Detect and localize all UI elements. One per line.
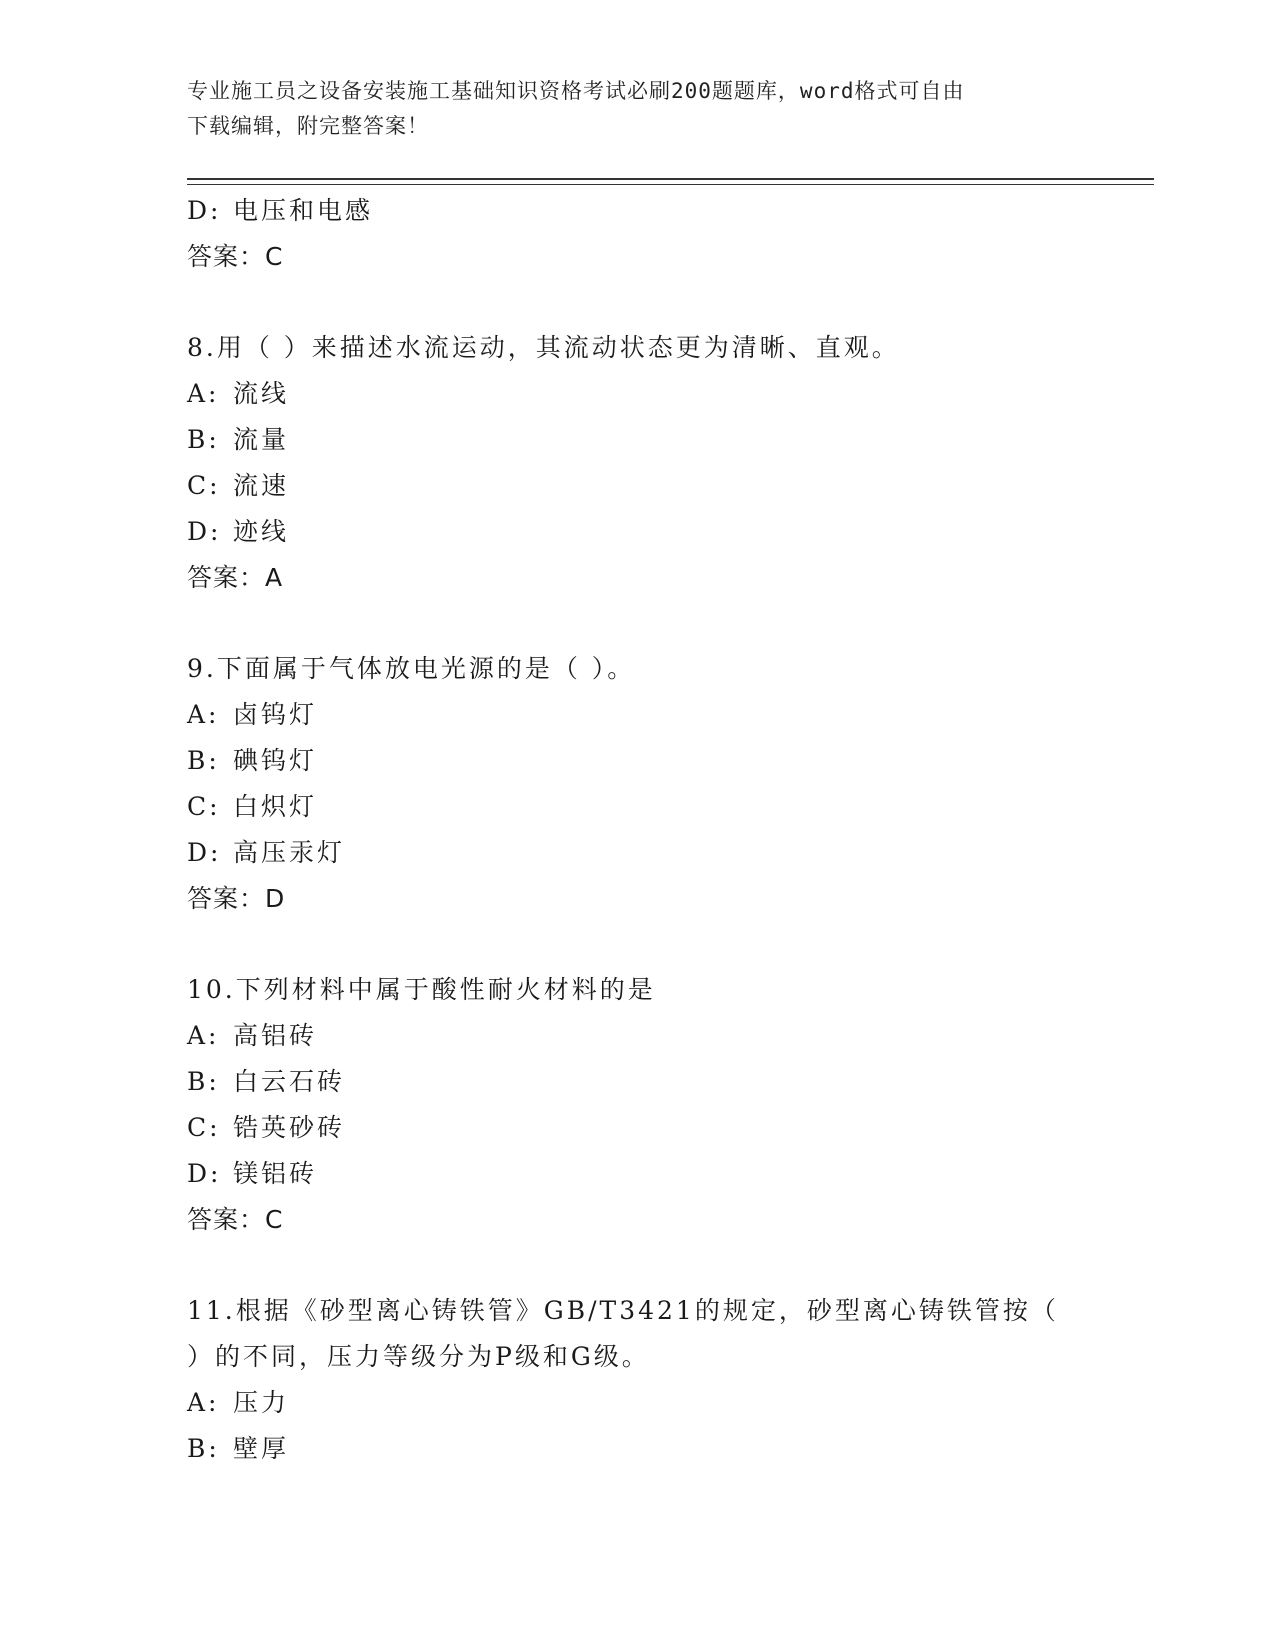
answer-line: 答案：D	[187, 884, 286, 913]
option-d	[187, 1151, 1087, 1197]
spacer	[187, 922, 1087, 967]
option-label: A:	[187, 1388, 220, 1417]
option-a	[187, 1380, 1087, 1426]
option-label: A:	[187, 379, 220, 408]
option-text: 压力	[233, 1388, 290, 1417]
question-11	[187, 1288, 1087, 1472]
option-text: 壁厚	[233, 1434, 290, 1463]
spacer	[187, 1243, 1087, 1288]
option-a	[187, 371, 1087, 417]
option-label: A:	[187, 1021, 220, 1050]
header-title-line1: 专业施工员之设备安装施工基础知识资格考试必刷200题题库，word格式可自由	[187, 79, 965, 103]
question-stem: 9.下面属于气体放电光源的是（ ）。	[187, 654, 636, 683]
option-text: 锆英砂砖	[233, 1113, 346, 1142]
option-c	[187, 784, 1087, 830]
answer-line: 答案：A	[187, 563, 284, 592]
question-10	[187, 967, 1087, 1243]
option-label: B:	[187, 1434, 220, 1463]
option-text: 流线	[233, 379, 290, 408]
question-8	[187, 325, 1087, 601]
option-a	[187, 1013, 1087, 1059]
option-label: D:	[187, 1159, 222, 1188]
question-content	[187, 188, 1087, 1472]
option-b	[187, 1059, 1087, 1105]
option-b	[187, 1426, 1087, 1472]
option-label: C:	[187, 1113, 221, 1142]
option-label: B:	[187, 425, 220, 454]
option-label: A:	[187, 700, 220, 729]
header-rule-thin	[187, 184, 1154, 185]
option-b	[187, 417, 1087, 463]
document-header	[187, 74, 1087, 144]
option-b	[187, 738, 1087, 784]
header-rule-thick	[187, 178, 1154, 180]
question-stem: 8.用（ ）来描述水流运动，其流动状态更为清晰、直观。	[187, 333, 900, 362]
option-d	[187, 830, 1087, 876]
question-stem: 10.下列材料中属于酸性耐火材料的是	[187, 975, 656, 1004]
option-label: D:	[187, 838, 222, 867]
option-a	[187, 692, 1087, 738]
option-text: 流量	[233, 425, 290, 454]
option-label: B:	[187, 1067, 220, 1096]
option-label: D:	[187, 196, 222, 225]
header-title-line2: 下载编辑，附完整答案！	[187, 114, 429, 138]
option-text: 碘钨灯	[233, 746, 318, 775]
answer-line: 答案：C	[187, 242, 284, 271]
option-c	[187, 1105, 1087, 1151]
option-text: 高铝砖	[233, 1021, 318, 1050]
option-label: D:	[187, 517, 222, 546]
option-text: 高压汞灯	[233, 838, 346, 867]
answer-line: 答案：C	[187, 1205, 284, 1234]
option-d	[187, 509, 1087, 555]
spacer	[187, 601, 1087, 646]
question-stem-line2: ）的不同，压力等级分为P级和G级。	[187, 1342, 650, 1371]
question-7-tail	[187, 188, 1087, 280]
option-label: C:	[187, 792, 221, 821]
option-text: 白炽灯	[233, 792, 318, 821]
option-d	[187, 188, 1087, 234]
option-text: 白云石砖	[233, 1067, 346, 1096]
option-label: C:	[187, 471, 221, 500]
question-stem-line1: 11.根据《砂型离心铸铁管》GB/T3421的规定，砂型离心铸铁管按（	[187, 1296, 1059, 1325]
option-text: 迹线	[233, 517, 290, 546]
option-text: 电压和电感	[233, 196, 374, 225]
option-text: 流速	[233, 471, 290, 500]
question-9	[187, 646, 1087, 922]
option-text: 镁铝砖	[233, 1159, 318, 1188]
spacer	[187, 280, 1087, 325]
option-c	[187, 463, 1087, 509]
option-text: 卤钨灯	[233, 700, 318, 729]
option-label: B:	[187, 746, 220, 775]
